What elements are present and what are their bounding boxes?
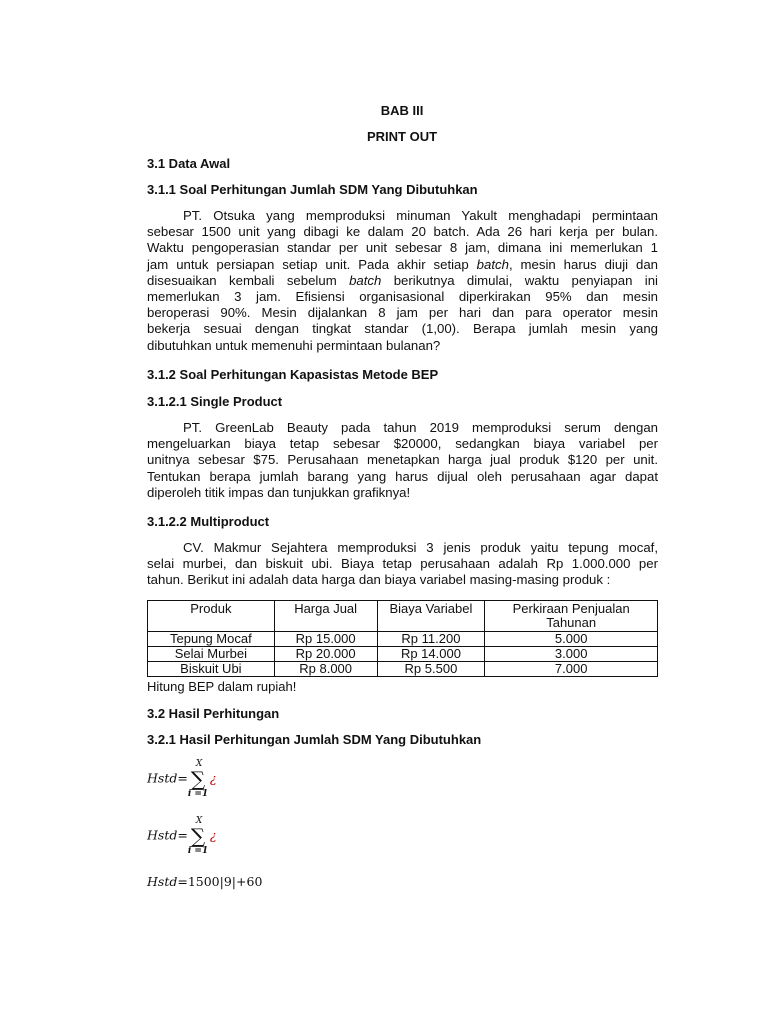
paragraph-line: selai murbei, dan biskuit ubi. Biaya tetap perusahaan adalah Rp 1.000.000 per (147, 556, 658, 572)
formula-line-1 (147, 759, 217, 799)
chapter-label: BAB III (380, 103, 424, 118)
paragraph-line: Tentukan berapa jumlah barang yang harus dijual oleh perusahaan agar dapat (147, 468, 658, 484)
text-fragment: , mesin harus diuji dan (508, 256, 658, 272)
italic-term: batch (349, 272, 382, 288)
table-row (148, 647, 658, 662)
product-data-table (147, 600, 658, 677)
table-header-row (148, 601, 658, 632)
section-heading-3-1-2-1: 3.1.2.1 Single Product (147, 394, 283, 409)
table-cell: Rp 8.000 (274, 662, 377, 677)
table-cell: Rp 14.000 (377, 647, 485, 662)
table-row (148, 662, 658, 677)
text-fragment: jam untuk persiapan setiap unit. Pada akhir setiap (147, 256, 477, 272)
paragraph-line: sebesar 1500 unit yang dibagi ke dalam 20 batch. Ada 26 hari kerja per bulan. (147, 224, 658, 240)
paragraph-line: mengeluarkan biaya tetap sebesar $20000, sedangkan biaya variabel per (147, 436, 658, 452)
formula-rhs: 1500|9|+60 (187, 874, 263, 889)
summation-operator (188, 759, 210, 799)
formula-lhs: Hstd= (147, 874, 188, 889)
table-cell: Rp 5.500 (377, 662, 485, 677)
paragraph-line: diperoleh titik impas dan tunjukkan grafiknya! (147, 484, 411, 500)
column-header: Perkiraan Penjualan Tahunan (485, 601, 658, 632)
paragraph-multiproduct (147, 540, 658, 589)
page-title: PRINT OUT (366, 129, 438, 144)
text-fragment: disesuaikan kembali sebelum (147, 272, 350, 288)
section-heading-3-1-2: 3.1.2 Soal Perhitungan Kapasistas Metode BEP (147, 367, 439, 382)
section-heading-3-1-1: 3.1.1 Soal Perhitungan Jumlah SDM Yang Dibutuhkan (147, 182, 478, 197)
paragraph-line: Waktu pengoperasian standar per unit sebesar 8 jam, dimana ini memerlukan 1 (147, 240, 658, 256)
table-instruction: Hitung BEP dalam rupiah! (147, 679, 297, 694)
paragraph-line: PT. GreenLab Beauty pada tahun 2019 memproduksi serum dengan (183, 420, 658, 435)
section-heading-3-1-2-2: 3.1.2.2 Multiproduct (147, 514, 270, 529)
table-cell: Selai Murbei (148, 647, 275, 662)
paragraph-line: beroperasi 90%. Mesin dijalankan 8 jam per hari dan para operator mesin (147, 305, 658, 321)
section-heading-3-2-1: 3.2.1 Hasil Perhitungan Jumlah SDM Yang Dibutuhkan (147, 732, 482, 747)
table-cell: 3.000 (485, 647, 658, 662)
table-cell: Tepung Mocaf (148, 632, 275, 647)
formula-line-3 (147, 874, 262, 889)
text-fragment: berikutnya dimulai, waktu penyiapan ini (381, 272, 658, 288)
table-cell: 5.000 (485, 632, 658, 647)
paragraph-line (147, 257, 658, 273)
summation-upper-limit: X (195, 759, 203, 769)
summation-lower-limit: i =1 (187, 846, 209, 856)
summation-operator (188, 816, 210, 856)
table-cell: Rp 11.200 (377, 632, 485, 647)
paragraph-line (147, 273, 658, 289)
paragraph-line: tahun. Berikut ini adalah data harga dan biaya variabel masing-masing produk : (147, 572, 611, 588)
column-header: Produk (148, 601, 275, 632)
formula-term: ¿ (209, 770, 217, 786)
formula-term: ¿ (209, 827, 217, 843)
paragraph-line: memerlukan 3 jam. Efisiensi organisasional diperkirakan 95% dan mesin (147, 289, 658, 305)
italic-term: batch (476, 256, 509, 272)
sigma-symbol: ∑ (190, 767, 206, 791)
paragraph-line: unitnya sebesar $75. Perusahaan menetapkan harga jual produk $120 per unit. (147, 452, 658, 468)
column-header: Harga Jual (274, 601, 377, 632)
table-cell: 7.000 (485, 662, 658, 677)
table-cell: Rp 15.000 (274, 632, 377, 647)
table-cell: Rp 20.000 (274, 647, 377, 662)
paragraph-single-product (147, 420, 658, 501)
sigma-symbol: ∑ (190, 824, 206, 848)
formula-lhs: Hstd= (147, 770, 188, 786)
table-row (148, 632, 658, 647)
paragraph-line: bekerja sesuai dengan tingkat standar (1,00). Berapa jumlah mesin yang (147, 321, 658, 337)
paragraph-line: dibutuhkan untuk memenuhi permintaan bulanan? (147, 337, 441, 353)
section-heading-3-2: 3.2 Hasil Perhitungan (147, 706, 280, 721)
section-heading-3-1: 3.1 Data Awal (147, 156, 231, 171)
column-header: Biaya Variabel (377, 601, 485, 632)
formula-line-2 (147, 816, 217, 856)
formula-lhs: Hstd= (147, 827, 188, 843)
paragraph-line: PT. Otsuka yang memproduksi minuman Yakult menghadapi permintaan (183, 208, 658, 223)
summation-lower-limit: i =1 (187, 789, 209, 799)
summation-upper-limit: X (195, 816, 203, 826)
paragraph-sdm-problem (147, 208, 658, 354)
table-cell: Biskuit Ubi (148, 662, 275, 677)
paragraph-line: CV. Makmur Sejahtera memproduksi 3 jenis produk yaitu tepung mocaf, (183, 540, 658, 555)
